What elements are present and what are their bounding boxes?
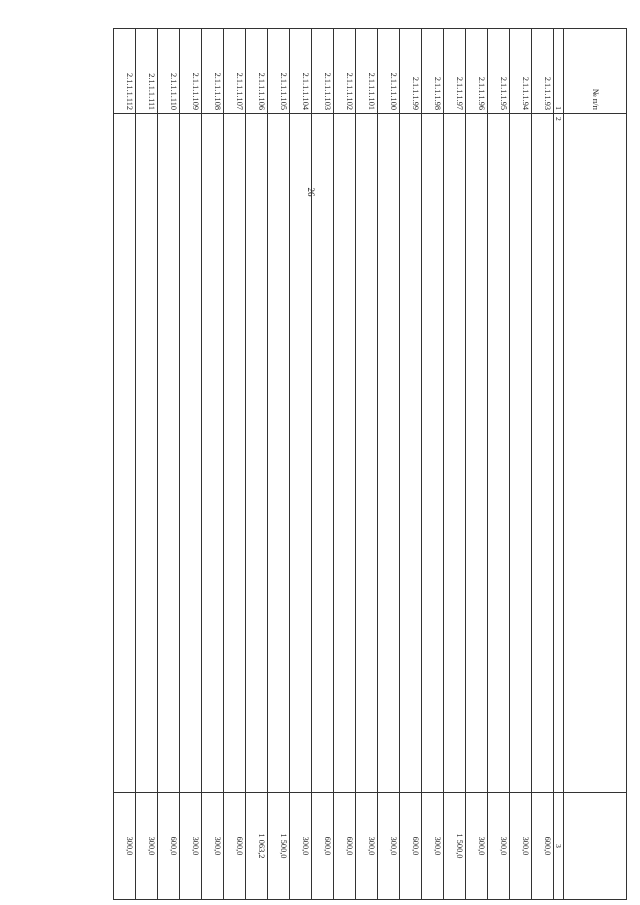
row-object-name bbox=[333, 114, 355, 793]
row-amount: 300,0 bbox=[509, 793, 531, 900]
row-code: 2.1.1.1.108 bbox=[201, 29, 223, 114]
row-amount: 1 063,2 bbox=[245, 793, 267, 900]
row-object-name bbox=[201, 114, 223, 793]
row-object-name bbox=[443, 114, 465, 793]
row-object-name bbox=[157, 114, 179, 793]
table-row bbox=[201, 29, 223, 900]
row-amount: 600,0 bbox=[531, 793, 553, 900]
row-amount: 300,0 bbox=[289, 793, 311, 900]
table-row bbox=[355, 29, 377, 900]
table-row bbox=[245, 29, 267, 900]
header-code: № п/п bbox=[564, 29, 627, 114]
row-object-name bbox=[355, 114, 377, 793]
row-amount: 300,0 bbox=[201, 793, 223, 900]
row-amount: 300,0 bbox=[355, 793, 377, 900]
row-code: 2.1.1.1.94 bbox=[509, 29, 531, 114]
row-code: 2.1.1.1.105 bbox=[267, 29, 289, 114]
row-amount: 300,0 bbox=[113, 793, 135, 900]
table-row bbox=[509, 29, 531, 900]
row-code: 2.1.1.1.96 bbox=[465, 29, 487, 114]
row-object-name bbox=[179, 114, 201, 793]
table-row bbox=[487, 29, 509, 900]
row-amount: 600,0 bbox=[399, 793, 421, 900]
row-code: 2.1.1.1.111 bbox=[135, 29, 157, 114]
row-amount: 300,0 bbox=[487, 793, 509, 900]
row-object-name bbox=[223, 114, 245, 793]
column-number-2: 2 bbox=[553, 114, 563, 793]
row-amount: 1 500,0 bbox=[443, 793, 465, 900]
row-object-name bbox=[311, 114, 333, 793]
row-object-name bbox=[531, 114, 553, 793]
budget-objects-table bbox=[113, 28, 627, 900]
table-row bbox=[333, 29, 355, 900]
row-code: 2.1.1.1.112 bbox=[113, 29, 135, 114]
row-object-name bbox=[113, 114, 135, 793]
row-amount: 600,0 bbox=[223, 793, 245, 900]
row-amount: 300,0 bbox=[179, 793, 201, 900]
table-row bbox=[311, 29, 333, 900]
row-code: 2.1.1.1.103 bbox=[311, 29, 333, 114]
header-amount bbox=[564, 793, 627, 900]
row-object-name bbox=[289, 114, 311, 793]
row-amount: 300,0 bbox=[377, 793, 399, 900]
table-row bbox=[289, 29, 311, 900]
table-row bbox=[135, 29, 157, 900]
row-code: 2.1.1.1.106 bbox=[245, 29, 267, 114]
row-code: 2.1.1.1.110 bbox=[157, 29, 179, 114]
row-object-name bbox=[377, 114, 399, 793]
column-number-1: 1 bbox=[553, 29, 563, 114]
table-row bbox=[465, 29, 487, 900]
table-row bbox=[179, 29, 201, 900]
row-code: 2.1.1.1.101 bbox=[355, 29, 377, 114]
table-row bbox=[399, 29, 421, 900]
column-number-row bbox=[553, 29, 563, 900]
row-object-name bbox=[245, 114, 267, 793]
row-code: 2.1.1.1.93 bbox=[531, 29, 553, 114]
table-row bbox=[223, 29, 245, 900]
row-amount: 1 500,0 bbox=[267, 793, 289, 900]
table-row bbox=[377, 29, 399, 900]
row-amount: 300,0 bbox=[135, 793, 157, 900]
row-amount: 600,0 bbox=[333, 793, 355, 900]
row-object-name bbox=[465, 114, 487, 793]
row-code: 2.1.1.1.102 bbox=[333, 29, 355, 114]
row-object-name bbox=[421, 114, 443, 793]
column-number-3: 3 bbox=[553, 793, 563, 900]
table-row bbox=[157, 29, 179, 900]
row-code: 2.1.1.1.98 bbox=[421, 29, 443, 114]
rotated-table-wrapper bbox=[102, 28, 627, 878]
row-object-name bbox=[487, 114, 509, 793]
row-object-name bbox=[267, 114, 289, 793]
row-object-name bbox=[399, 114, 421, 793]
row-code: 2.1.1.1.100 bbox=[377, 29, 399, 114]
table-body bbox=[113, 29, 553, 900]
row-object-name bbox=[509, 114, 531, 793]
table-row bbox=[443, 29, 465, 900]
table-row bbox=[421, 29, 443, 900]
table-row bbox=[267, 29, 289, 900]
row-code: 2.1.1.1.109 bbox=[179, 29, 201, 114]
header-object-name bbox=[564, 114, 627, 793]
table-row bbox=[113, 29, 135, 900]
row-amount: 600,0 bbox=[311, 793, 333, 900]
row-object-name bbox=[135, 114, 157, 793]
row-amount: 300,0 bbox=[465, 793, 487, 900]
page-number: 26 bbox=[306, 187, 316, 197]
table-row bbox=[531, 29, 553, 900]
row-amount: 600,0 bbox=[157, 793, 179, 900]
row-code: 2.1.1.1.104 bbox=[289, 29, 311, 114]
row-code: 2.1.1.1.107 bbox=[223, 29, 245, 114]
table-header-row bbox=[564, 29, 627, 900]
row-code: 2.1.1.1.99 bbox=[399, 29, 421, 114]
row-code: 2.1.1.1.95 bbox=[487, 29, 509, 114]
row-code: 2.1.1.1.97 bbox=[443, 29, 465, 114]
row-amount: 300,0 bbox=[421, 793, 443, 900]
